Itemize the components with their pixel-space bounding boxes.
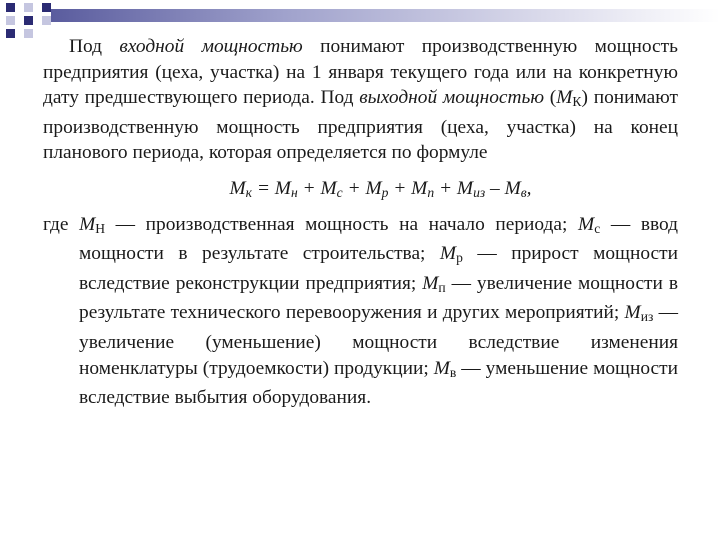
text: — прирост мощности вследствие реконструкции предприятия; [79,243,678,294]
decor-square [6,29,15,38]
text: — увеличение мощности в результате технического перевооружения и других мероприятий; [79,272,678,324]
formula-part: + М [342,177,382,199]
subscript: Н [95,220,106,236]
symbol: М [624,302,641,324]
term-output-capacity: выходной мощностью [359,87,545,109]
formula-part: – М [485,177,521,199]
subscript: р [381,184,389,200]
text: ( [544,87,557,109]
formula-part: , [526,177,532,199]
slide-content [43,34,678,411]
decor-square [24,3,33,12]
formula-part: + М [388,177,428,199]
decor-square [6,16,15,25]
formula [83,176,678,206]
decor-square [24,16,33,25]
text: Под [69,36,120,57]
subscript: из [640,309,654,325]
symbol: М [556,87,573,109]
symbol: М [439,243,457,265]
symbol: М [422,272,439,294]
term-input-capacity: входной мощностью [119,36,303,57]
symbol: М [578,213,595,235]
text: — производственная мощность на начало периода; [105,213,579,235]
header-gradient-bar [51,9,720,22]
text: где [43,213,80,235]
symbol: М [79,213,96,235]
formula-part: + М [297,177,337,199]
subscript: с [594,220,601,236]
text: ) понимают производственную мощность предприятия (цеха, участка) на конец планового периода, которая определяется по формуле [43,87,678,164]
decor-square [6,3,15,12]
text: — увеличение (уменьшение) мощности вследствие изменения номенклатуры (трудоемкости) продукции; [79,302,678,379]
decor-square [24,29,33,38]
subscript: н [290,184,298,200]
legend-paragraph [43,212,678,411]
text: понимают производственную мощность предприятия (цеха, участка) на 1 января текущего года или на конкретную дату предшествующего периода. Под [43,36,678,109]
subscript: с [336,184,343,200]
definition-paragraph [43,34,678,166]
formula-part: М [229,177,246,199]
symbol: М [433,357,450,379]
text: — уменьшение мощности вследствие выбытия оборудования. [79,357,678,409]
subscript: п [438,279,446,295]
subscript: р [456,250,463,266]
decor-square [42,16,51,25]
subscript: п [427,184,435,200]
formula-part: + М [434,177,474,199]
decor-square [42,3,51,12]
text: — ввод мощности в результате строительства; [79,213,678,265]
formula-part: = М [252,177,291,199]
subscript: К [572,94,582,110]
subscript: из [473,184,486,200]
subscript: в [449,364,457,380]
subscript: в [520,184,527,200]
subscript: к [245,184,253,200]
